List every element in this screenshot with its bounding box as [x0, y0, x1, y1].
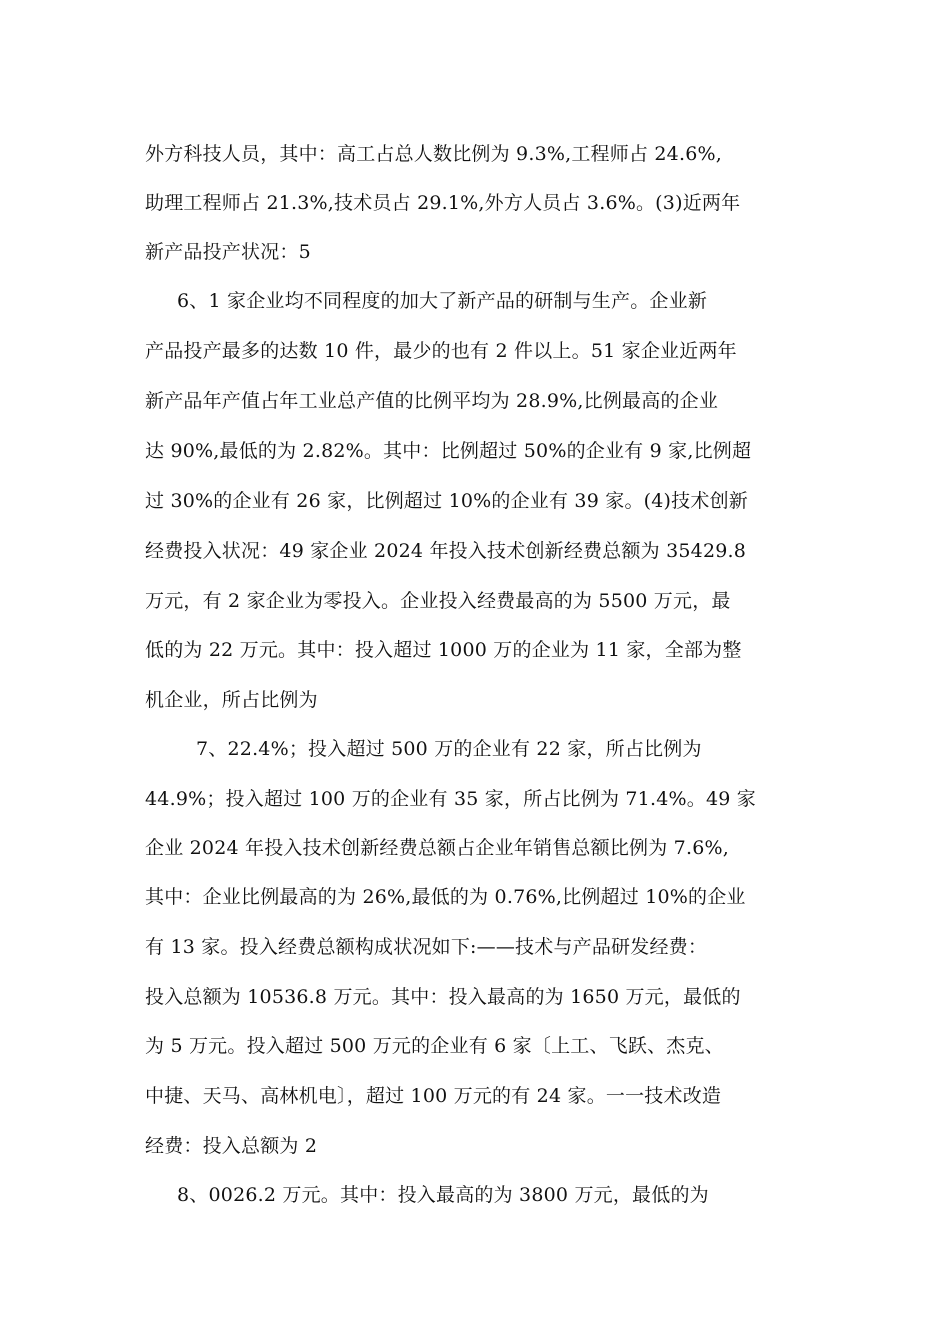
text-line: 外方科技人员，其中：高工占总人数比例为 9.3%,工程师占 24.6%,	[145, 143, 722, 165]
text-line: 投入总额为 10536.8 万元。其中：投入最高的为 1650 万元，最低的	[145, 986, 741, 1008]
text-line: 44.9%；投入超过 100 万的企业有 35 家，所占比例为 71.4%。49 家	[145, 788, 756, 810]
text-line: 企业 2024 年投入技术创新经费总额占企业年销售总额比例为 7.6%,	[145, 837, 729, 859]
text-line: 经费：投入总额为 2	[145, 1135, 318, 1157]
text-line: 过 30%的企业有 26 家，比例超过 10%的企业有 39 家。(4)技术创新	[145, 490, 748, 512]
text-line: 产品投产最多的达数 10 件，最少的也有 2 件以上。51 家企业近两年	[145, 340, 737, 362]
text-line: 7、22.4%；投入超过 500 万的企业有 22 家，所占比例为	[196, 738, 702, 760]
text-line: 机企业，所占比例为	[145, 689, 318, 711]
text-line: 8、0026.2 万元。其中：投入最高的为 3800 万元，最低的为	[177, 1184, 709, 1206]
text-line: 低的为 22 万元。其中：投入超过 1000 万的企业为 11 家，全部为整	[145, 639, 742, 661]
text-line: 助理工程师占 21.3%,技术员占 29.1%,外方人员占 3.6%。(3)近两年	[145, 192, 741, 214]
text-line: 万元，有 2 家企业为零投入。企业投入经费最高的为 5500 万元，最	[145, 590, 731, 612]
text-line: 达 90%,最低的为 2.82%。其中：比例超过 50%的企业有 9 家,比例超	[145, 440, 752, 462]
text-line: 6、1 家企业均不同程度的加大了新产品的研制与生产。企业新	[177, 290, 708, 312]
text-line: 经费投入状况：49 家企业 2024 年投入技术创新经费总额为 35429.8	[145, 540, 747, 562]
text-line: 中捷、天马、高林机电〕，超过 100 万元的有 24 家。一一技术改造	[145, 1085, 722, 1107]
text-line: 有 13 家。投入经费总额构成状况如下:——技术与产品研发经费：	[145, 936, 708, 958]
text-line: 新产品投产状况：5	[145, 241, 311, 263]
text-line: 其中：企业比例最高的为 26%,最低的为 0.76%,比例超过 10%的企业	[145, 886, 746, 908]
text-line: 新产品年产值占年工业总产值的比例平均为 28.9%,比例最高的企业	[145, 390, 719, 412]
text-line: 为 5 万元。投入超过 500 万元的企业有 6 家〔上工、飞跃、杰克、	[145, 1035, 724, 1057]
